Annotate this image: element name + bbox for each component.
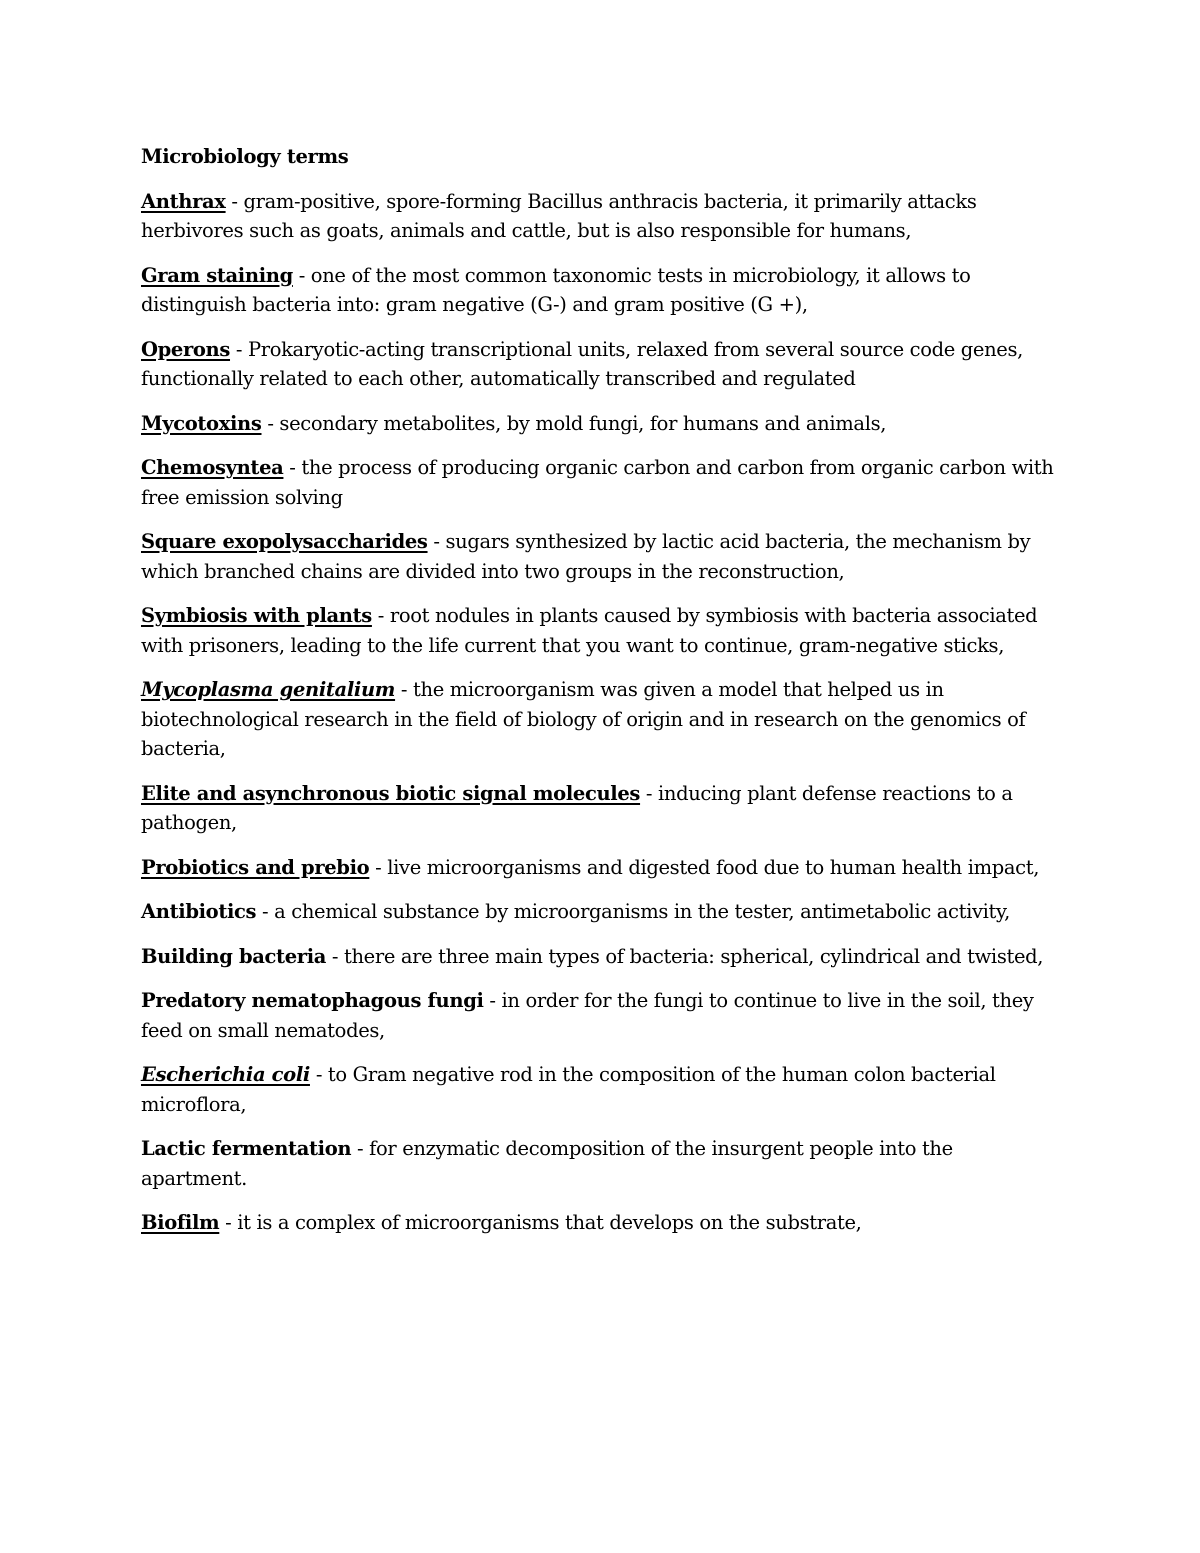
term-name: Antibiotics [141,900,257,923]
term-entry [141,261,1061,320]
term-entry [141,1134,1061,1193]
term-name: Symbiosis with plants [141,604,372,627]
term-entry [141,853,1061,883]
document-title: Microbiology terms [141,145,349,168]
term-name: Probiotics and prebio [141,855,370,879]
term-name: Gram staining [141,263,293,287]
term-name: Escherichia coli [141,1063,310,1086]
term-entry [141,335,1061,394]
term-name: Anthrax [141,189,226,213]
term-definition: - the microorganism was given a model that helped us in biotechnological research in the field of biology of origin and in research on the genomics of bacteria, [141,678,1026,760]
term-entry [141,942,1061,972]
term-entry [141,675,1061,764]
term-definition: - gram-positive, spore-forming Bacillus anthracis bacteria, it primarily attacks herbivores such as goats, animals and cattle, but is also responsible for humans, [141,189,977,242]
term-name: Chemosyntea [141,456,284,479]
term-definition: - there are three main types of bacteria: spherical, cylindrical and twisted, [326,944,1044,968]
term-definition: - sugars synthesized by lactic acid bacteria, the mechanism by which branched chains are divided into two groups in the reconstruction, [141,530,1031,583]
term-definition: - for enzymatic decomposition of the insurgent people into the apartment. [141,1137,953,1190]
term-name: Square exopolysaccharides [141,530,428,553]
term-name: Predatory nematophagous fungi [141,989,484,1012]
term-entry [141,527,1061,586]
term-entry [141,187,1061,246]
term-definition: - Prokaryotic-acting transcriptional units, relaxed from several source code genes, functionally related to each other, automatically transcribed and regulated [141,337,1023,390]
term-definition: - in order for the fungi to continue to live in the soil, they feed on small nematodes, [141,989,1034,1042]
term-entry [141,453,1061,512]
term-name: Mycoplasma genitalium [141,678,396,701]
term-name: Operons [141,337,231,361]
term-entry [141,1060,1061,1119]
term-entry [141,409,1061,439]
term-definition: - secondary metabolites, by mold fungi, for humans and animals, [261,411,887,435]
term-definition: - live microorganisms and digested food due to human health impact, [369,855,1040,879]
term-entry [141,1208,1061,1238]
document-page [141,142,1061,1253]
term-entry [141,986,1061,1045]
term-definition: - it is a complex of microorganisms that develops on the substrate, [219,1211,862,1234]
term-definition: - a chemical substance by microorganisms in the tester, antimetabolic activity, [256,900,1010,923]
term-entry [141,601,1061,660]
term-definition: - root nodules in plants caused by symbiosis with bacteria associated with prisoners, leading to the life current that you want to continue, gram-negative sticks, [141,604,1038,657]
term-list [141,187,1061,1238]
term-name: Biofilm [141,1211,220,1234]
term-definition: - inducing plant defense reactions to a pathogen, [141,781,1013,834]
term-definition: - one of the most common taxonomic tests in microbiology, it allows to distinguish bacteria into: gram negative (G-) and gram positive (G +), [141,263,971,316]
term-name: Elite and asynchronous biotic signal molecules [141,781,641,805]
term-name: Lactic fermentation [141,1137,352,1160]
term-entry [141,897,1061,927]
term-definition: - to Gram negative rod in the composition of the human colon bacterial microflora, [141,1063,996,1116]
term-entry [141,779,1061,838]
term-name: Mycotoxins [141,411,262,435]
term-name: Building bacteria [141,944,327,968]
term-definition: - the process of producing organic carbon and carbon from organic carbon with free emission solving [141,456,1054,509]
